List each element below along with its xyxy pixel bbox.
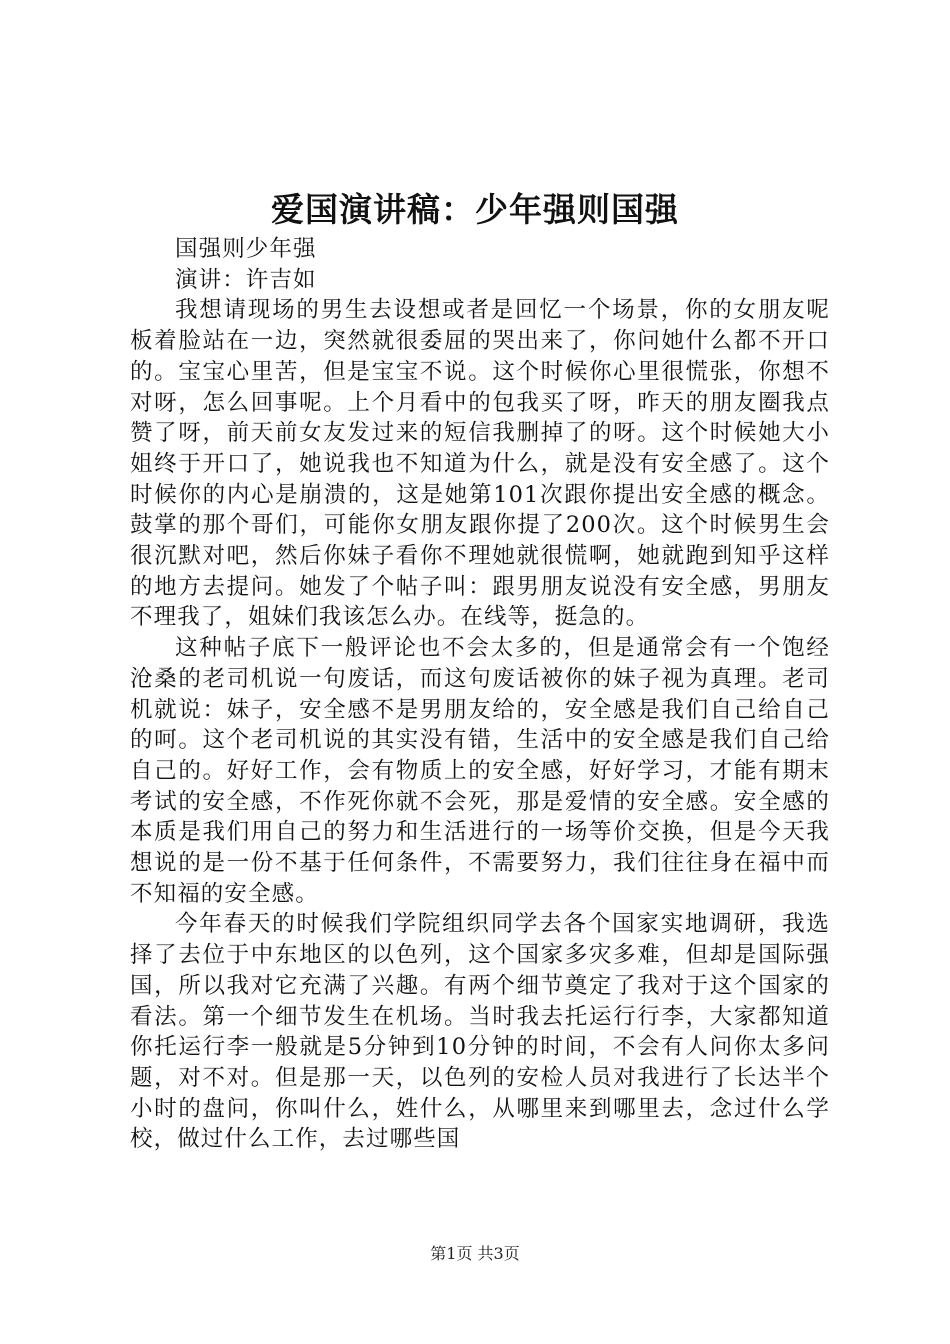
document-body: [130, 234, 830, 1155]
body-paragraph: 这种帖子底下一般评论也不会太多的，但是通常会有一个饱经沧桑的老司机说一句废话，而这句废话被你的妹子视为真理。老司机就说：妹子，安全感不是男朋友给的，安全感是我们自己给自己的呵。这个老司机说的其实没有错，生活中的安全感是我们自己给自己的。好好工作，会有物质上的安全感，好好学习，才能有期末考试的安全感，不作死你就不会死，那是爱情的安全感。安全感的本质是我们用自己的努力和生活进行的一场等价交换，但是今天我想说的是一份不基于任何条件，不需要努力，我们往往身在福中而不知福的安全感。: [130, 635, 830, 907]
body-paragraph: 我想请现场的男生去设想或者是回忆一个场景，你的女朋友呢板着脸站在一边，突然就很委屈的哭出来了，你问她什么都不开口的。宝宝心里苦，但是宝宝不说。这个时候你心里很慌张，你想不对呀，怎么回事呢。上个月看中的包我买了呀，昨天的朋友圈我点赞了呀，前天前女友发过来的短信我删掉了的呀。这个时候她大小姐终于开口了，她说我也不知道为什么，就是没有安全感了。这个时候你的内心是崩溃的，这是她第101次跟你提出安全感的概念。鼓掌的那个哥们，可能你女朋友跟你提了200次。这个时候男生会很沉默对吧，然后你妹子看你不理她就很慌啊，她就跑到知乎这样的地方去提问。她发了个帖子叫：跟男朋友说没有安全感，男朋友不理我了，姐妹们我该怎么办。在线等，挺急的。: [130, 297, 830, 631]
subtitle-line: 国强则少年强: [175, 236, 317, 262]
document-title: 爱国演讲稿：少年强则国强: [271, 190, 679, 229]
speaker-line: 演讲：许吉如: [175, 266, 317, 293]
body-paragraph: 今年春天的时候我们学院组织同学去各个国家实地调研，我选择了去位于中东地区的以色列，这个国家多灾多难，但却是国际强国，所以我对它充满了兴趣。有两个细节奠定了我对于这个国家的看法。第一个细节发生在机场。当时我去托运行行李，大家都知道你托运行李一般就是5分钟到10分钟的时间，不会有人问你太多问题，对不对。但是那一天，以色列的安检人员对我进行了长达半个小时的盘问，你叫什么，姓什么，从哪里来到哪里去，念过什么学校，做过什么工作，去过哪些国: [130, 911, 830, 1153]
page-footer: 第1页 共3页: [430, 1244, 520, 1263]
